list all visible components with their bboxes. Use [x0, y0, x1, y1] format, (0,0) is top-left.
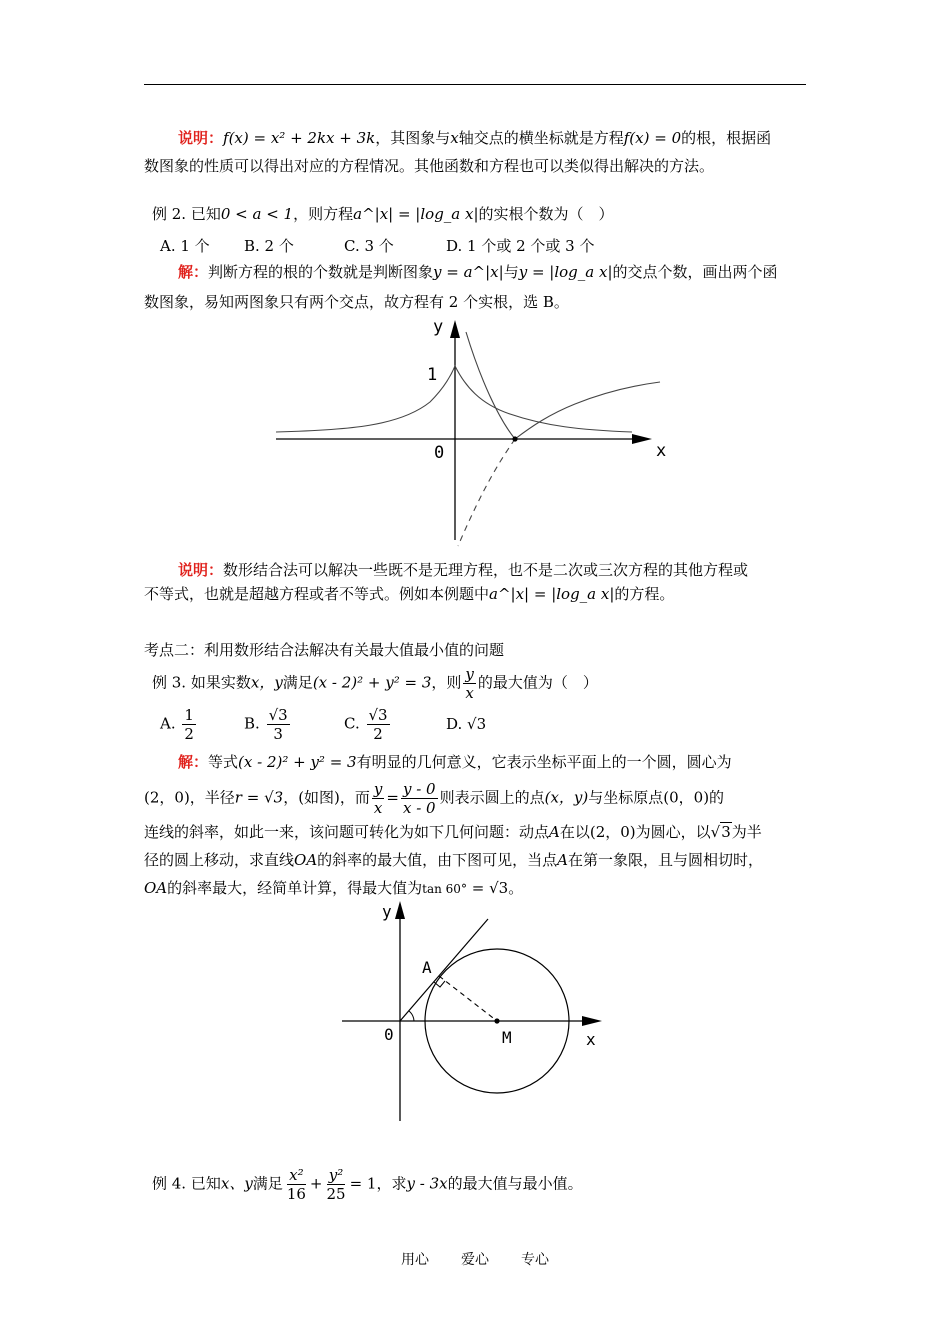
option-b: B. $\frac{√3}{3}$ — [244, 706, 288, 743]
option-a: A. $\frac{1}{2}$ — [160, 706, 194, 743]
intersection-point — [512, 436, 517, 441]
origin-label: 0 — [434, 443, 445, 463]
x-axis-arrow — [632, 434, 652, 444]
formula: f(x) = x² + 2kx + 3k — [223, 129, 376, 147]
y-label: y — [433, 318, 444, 337]
center-point — [494, 1018, 499, 1023]
y-axis-arrow — [395, 901, 405, 919]
x-axis-arrow — [582, 1016, 602, 1026]
note2-line2: 不等式，也就是超越方程或者不等式。例如本例题中a^|x| = |log_a x|的方程。 — [144, 585, 675, 603]
note-label: 说明： — [178, 129, 224, 147]
note1-line1: 说明：f(x) = x² + 2kx + 3k，其图象与x轴交点的横坐标就是方程f(x) = 0的根，根据函 — [178, 129, 772, 147]
point-m-label: M — [502, 1028, 512, 1047]
option-c: C. 3 个 — [344, 237, 394, 255]
log-curve-dashed — [458, 439, 515, 546]
example3-question: 例 3. 如果实数x，y满足(x - 2)² + y² = 3，则 $\frac{y}{x}$ 的最大值为（ ） — [152, 665, 598, 702]
example3-solution-line2: (2，0)，半径r = √3，(如图)，而 $\frac{y}{x}$ = $\frac{y - 0}{x - 0}$ 则表示圆上的点(x，y)与坐标原点(0，0)的 — [144, 780, 725, 817]
example3-solution-line5: OA的斜率最大，经简单计算，得最大值为tan 60° = √3。 — [144, 879, 524, 897]
header-rule — [144, 84, 806, 85]
note-label: 说明： — [178, 561, 224, 579]
example2-question: 例 2. 已知0 < a < 1，则方程a^|x| = |log_a x|的实根个数为（ ） — [152, 205, 614, 223]
y-label: y — [382, 902, 392, 921]
exponential-log-graph — [270, 318, 675, 552]
page-footer — [0, 1249, 950, 1269]
tangent-line — [400, 919, 488, 1021]
topic2-title: 考点二：利用数形结合法解决有关最大值最小值的问题 — [144, 641, 505, 659]
solution-label: 解： — [178, 263, 209, 281]
example2-solution-line1: 解：判断方程的根的个数就是判断图象y = a^|x|与y = |log_a x|的交点个数，画出两个函 — [178, 263, 778, 281]
example4-question: 例 4. 已知x、y满足 $\frac{\text{x²}}{16}$ + $\frac{\text{y²}}{25}$ = 1，求y - 3x的最大值与最小值。 — [152, 1166, 583, 1203]
x-label: x — [586, 1030, 596, 1049]
solution-label: 解： — [178, 753, 209, 771]
option-b: B. 2 个 — [244, 237, 294, 255]
option-d: D. √3 — [446, 714, 487, 733]
example2-solution-line2: 数图象，易知两图象只有两个交点，故方程有 2 个实根，选 B。 — [144, 293, 569, 311]
option-a: A. 1 个 — [160, 237, 210, 255]
log-curve — [466, 332, 660, 439]
example3-solution-line1: 解：等式(x - 2)² + y² = 3有明显的几何意义，它表示坐标平面上的一个圆，圆心为 — [178, 753, 732, 771]
option-d: D. 1 个或 2 个或 3 个 — [446, 237, 595, 255]
option-c: C. $\frac{√3}{2}$ — [344, 706, 388, 743]
angle-arc — [409, 1011, 414, 1021]
origin-label: 0 — [384, 1025, 394, 1044]
footer-item: 爱心 — [461, 1252, 489, 1268]
y-axis-arrow — [450, 320, 460, 338]
point-a-label: A — [422, 958, 432, 977]
example3-options — [160, 706, 486, 743]
circle-tangent-graph — [330, 895, 620, 1127]
example3-solution-line4: 径的圆上移动，求直线OA的斜率的最大值，由下图可见，当点A在第一象限，且与圆相切时， — [144, 851, 764, 869]
footer-item: 用心 — [401, 1252, 429, 1268]
exp-curve — [276, 366, 632, 432]
question-fraction: $\frac{y}{x}$ — [465, 665, 474, 702]
note1-line2: 数图象的性质可以得出对应的方程情况。其他函数和方程也可以类似得出解决的方法。 — [144, 157, 715, 175]
radius-dashed — [439, 976, 497, 1021]
note2-line1: 说明：数形结合法可以解决一些既不是无理方程，也不是二次或三次方程的其他方程或 — [178, 561, 749, 579]
example3-solution-line3: 连线的斜率，如此一来，该问题可转化为如下几何问题：动点A在以(2，0)为圆心，以√3为半 — [144, 823, 762, 841]
example2-options — [160, 236, 595, 256]
one-label: 1 — [427, 365, 438, 385]
right-angle-mark — [434, 981, 445, 987]
x-label: x — [656, 441, 667, 461]
footer-item: 专心 — [521, 1252, 549, 1268]
